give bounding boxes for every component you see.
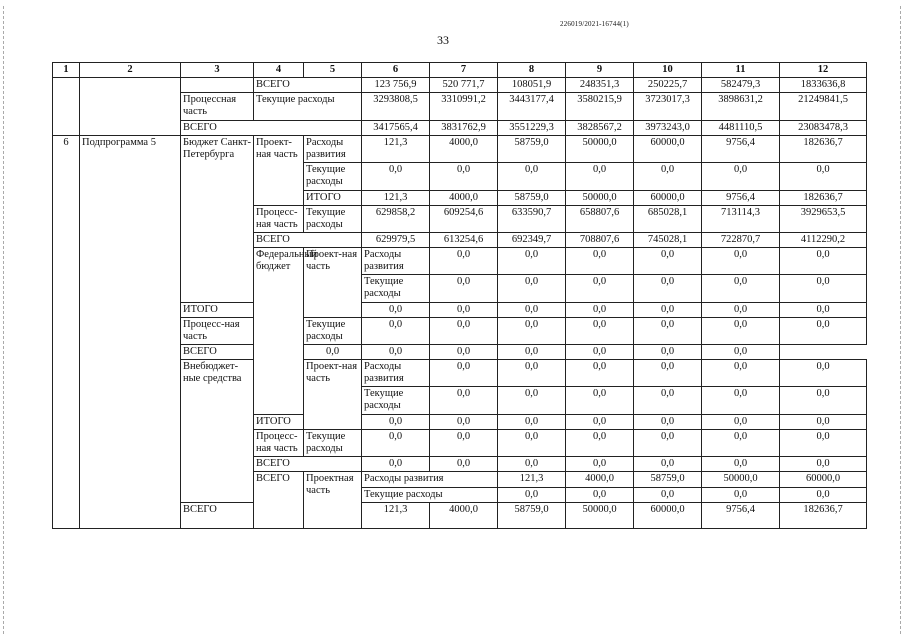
value-cell: 0,0 [430,457,498,472]
value-cell: 0,0 [702,163,780,191]
value-cell: 0,0 [780,318,867,345]
value-cell: 0,0 [362,415,430,430]
value-cell: 0,0 [634,360,702,387]
column-header: 8 [498,63,566,78]
value-cell: 0,0 [634,275,702,303]
value-cell: 0,0 [430,360,498,387]
column-header: 7 [430,63,498,78]
value-cell: 708807,6 [566,233,634,248]
page-number: 33 [437,33,449,47]
value-cell: 0,0 [498,430,566,457]
value-cell: 0,0 [566,318,634,345]
value-cell: 0,0 [702,360,780,387]
value-cell: 0,0 [702,275,780,303]
funding-source: Федеральный бюджет [254,248,304,415]
value-cell: 0,0 [498,248,566,275]
value-cell: 121,3 [362,191,430,206]
row-label: ИТОГО [304,191,362,206]
section-name: Подпрограмма 5 [80,136,181,529]
value-cell: 182636,7 [780,503,867,529]
value-cell: 9756,4 [702,503,780,529]
value-cell: 50000,0 [566,503,634,529]
column-header: 1 [53,63,80,78]
value-cell: 3973243,0 [634,121,702,136]
value-cell: 0,0 [566,430,634,457]
value-cell: 3443177,4 [498,93,566,121]
value-cell: 182636,7 [780,191,867,206]
value-cell: 0,0 [498,345,566,360]
value-cell: 0,0 [304,345,362,360]
value-cell: 3723017,3 [634,93,702,121]
value-cell: 0,0 [430,415,498,430]
row-label: ВСЕГО [181,121,362,136]
value-cell: 0,0 [430,430,498,457]
value-cell: 0,0 [634,430,702,457]
value-cell: 0,0 [362,430,430,457]
column-header: 6 [362,63,430,78]
value-cell: 0,0 [362,303,430,318]
value-cell: 0,0 [780,163,867,191]
value-cell: 0,0 [498,360,566,387]
value-cell: 0,0 [634,345,702,360]
row-label: Процессная часть [181,93,254,121]
table-row [53,78,867,93]
part-label: Проект-ная часть [304,248,362,318]
value-cell: 0,0 [566,345,634,360]
value-cell: 21249841,5 [780,93,867,121]
value-cell: 0,0 [430,387,498,415]
value-cell: 0,0 [634,415,702,430]
row-label: ВСЕГО [254,78,362,93]
value-cell: 1833636,8 [780,78,867,93]
row-label: Расходы развития [362,472,498,488]
value-cell: 0,0 [702,415,780,430]
row-label: Текущие расходы [304,430,362,457]
value-cell: 0,0 [634,163,702,191]
value-cell: 123 756,9 [362,78,430,93]
right-margin-mark [900,6,902,634]
value-cell: 0,0 [566,457,634,472]
value-cell: 4000,0 [566,472,634,488]
value-cell: 0,0 [430,163,498,191]
value-cell: 0,0 [498,163,566,191]
value-cell: 0,0 [634,303,702,318]
value-cell: 50000,0 [566,191,634,206]
value-cell: 108051,9 [498,78,566,93]
value-cell: 613254,6 [430,233,498,248]
value-cell: 0,0 [362,163,430,191]
empty-cell [181,78,254,93]
value-cell: 0,0 [780,387,867,415]
column-header: 9 [566,63,634,78]
value-cell: 0,0 [634,488,702,503]
value-cell: 4112290,2 [780,233,867,248]
value-cell: 3310991,2 [430,93,498,121]
row-label: Текущие расходы [304,206,362,233]
value-cell: 9756,4 [702,191,780,206]
row-label: Текущие расходы [304,163,362,191]
row-label: ИТОГО [181,303,254,318]
value-cell: 0,0 [780,430,867,457]
value-cell: 60000,0 [634,191,702,206]
value-cell: 0,0 [780,360,867,387]
funding-source: Бюджет Санкт-Петербурга [181,136,254,303]
value-cell: 0,0 [430,318,498,345]
value-cell: 0,0 [702,303,780,318]
value-cell: 0,0 [702,345,780,360]
part-label: Проект-ная часть [304,360,362,430]
row-label: ВСЕГО [181,345,304,360]
value-cell: 692349,7 [498,233,566,248]
value-cell: 3551229,3 [498,121,566,136]
value-cell: 0,0 [634,387,702,415]
row-label: Расходы развития [304,136,362,163]
value-cell: 582479,3 [702,78,780,93]
funding-source: Внебюджет-ные средства [181,360,254,503]
value-cell: 60000,0 [634,503,702,529]
value-cell: 3929653,5 [780,206,867,233]
value-cell: 0,0 [702,387,780,415]
value-cell: 3831762,9 [430,121,498,136]
part-label: Проект-ная часть [254,136,304,206]
value-cell: 121,3 [362,136,430,163]
value-cell: 0,0 [780,303,867,318]
value-cell: 3417565,4 [362,121,430,136]
value-cell: 658807,6 [566,206,634,233]
value-cell: 520 771,7 [430,78,498,93]
value-cell: 4000,0 [430,191,498,206]
value-cell: 0,0 [498,415,566,430]
value-cell: 629979,5 [362,233,430,248]
value-cell: 629858,2 [362,206,430,233]
value-cell: 0,0 [430,345,498,360]
row-label: ВСЕГО [181,503,304,529]
value-cell: 0,0 [566,387,634,415]
value-cell: 0,0 [780,488,867,503]
value-cell: 0,0 [780,457,867,472]
part-label: Процесс-ная часть [254,206,304,233]
row-label: ИТОГО [254,415,304,430]
empty-cell [80,78,181,136]
value-cell: 609254,6 [430,206,498,233]
value-cell: 0,0 [498,488,566,503]
header-row [53,63,867,78]
document-id: 226019/2021-16744(1) [560,20,629,28]
value-cell: 0,0 [566,275,634,303]
column-header: 12 [780,63,867,78]
value-cell: 0,0 [566,163,634,191]
value-cell: 0,0 [780,248,867,275]
row-label: Текущие расходы [362,488,498,503]
value-cell: 0,0 [634,457,702,472]
value-cell: 4481110,5 [702,121,780,136]
value-cell: 0,0 [566,303,634,318]
table-row [53,136,867,163]
budget-table [52,62,867,529]
value-cell: 58759,0 [634,472,702,488]
value-cell: 9756,4 [702,136,780,163]
row-label: Расходы развития [362,248,430,275]
value-cell: 722870,7 [702,233,780,248]
value-cell: 58759,0 [498,136,566,163]
column-header: 4 [254,63,304,78]
value-cell: 121,3 [498,472,566,488]
value-cell: 248351,3 [566,78,634,93]
value-cell: 0,0 [362,318,430,345]
value-cell: 685028,1 [634,206,702,233]
row-label: Текущие расходы [362,387,430,415]
value-cell: 0,0 [566,488,634,503]
value-cell: 745028,1 [634,233,702,248]
value-cell: 182636,7 [780,136,867,163]
value-cell: 0,0 [498,457,566,472]
row-label: Расходы развития [362,360,430,387]
section-number: 6 [53,136,80,529]
row-label: ВСЕГО [254,233,362,248]
column-header: 10 [634,63,702,78]
value-cell: 713114,3 [702,206,780,233]
value-cell: 0,0 [780,275,867,303]
value-cell: 0,0 [702,457,780,472]
value-cell: 50000,0 [566,136,634,163]
value-cell: 3580215,9 [566,93,634,121]
row-label: Текущие расходы [254,93,362,121]
column-header: 5 [304,63,362,78]
value-cell: 121,3 [362,503,430,529]
value-cell: 0,0 [634,318,702,345]
value-cell: 3293808,5 [362,93,430,121]
value-cell: 0,0 [566,415,634,430]
value-cell: 4000,0 [430,136,498,163]
value-cell: 0,0 [498,387,566,415]
value-cell: 3898631,2 [702,93,780,121]
value-cell: 0,0 [634,248,702,275]
total-label: ВСЕГО [254,472,304,529]
value-cell: 0,0 [702,248,780,275]
value-cell: 0,0 [702,488,780,503]
value-cell: 0,0 [566,360,634,387]
value-cell: 633590,7 [498,206,566,233]
value-cell: 0,0 [498,275,566,303]
row-label: Текущие расходы [304,318,362,345]
column-header: 2 [80,63,181,78]
value-cell: 4000,0 [430,503,498,529]
value-cell: 23083478,3 [780,121,867,136]
value-cell: 0,0 [566,248,634,275]
value-cell: 0,0 [498,318,566,345]
value-cell: 0,0 [702,318,780,345]
value-cell: 0,0 [780,415,867,430]
value-cell: 0,0 [702,430,780,457]
value-cell: 58759,0 [498,503,566,529]
value-cell: 0,0 [362,457,430,472]
value-cell: 50000,0 [702,472,780,488]
value-cell: 3828567,2 [566,121,634,136]
column-header: 3 [181,63,254,78]
part-label: Процесс-ная часть [254,430,304,457]
value-cell: 58759,0 [498,191,566,206]
empty-cell [53,78,80,136]
value-cell: 60000,0 [780,472,867,488]
value-cell: 0,0 [430,303,498,318]
part-label: Проектная часть [304,472,362,529]
value-cell: 60000,0 [634,136,702,163]
part-label: Процесс-ная часть [181,318,254,345]
column-header: 11 [702,63,780,78]
value-cell: 0,0 [362,345,430,360]
left-margin-mark [3,6,5,634]
value-cell: 0,0 [430,248,498,275]
value-cell: 0,0 [498,303,566,318]
row-label: Текущие расходы [362,275,430,303]
value-cell: 250225,7 [634,78,702,93]
row-label: ВСЕГО [254,457,362,472]
value-cell: 0,0 [430,275,498,303]
